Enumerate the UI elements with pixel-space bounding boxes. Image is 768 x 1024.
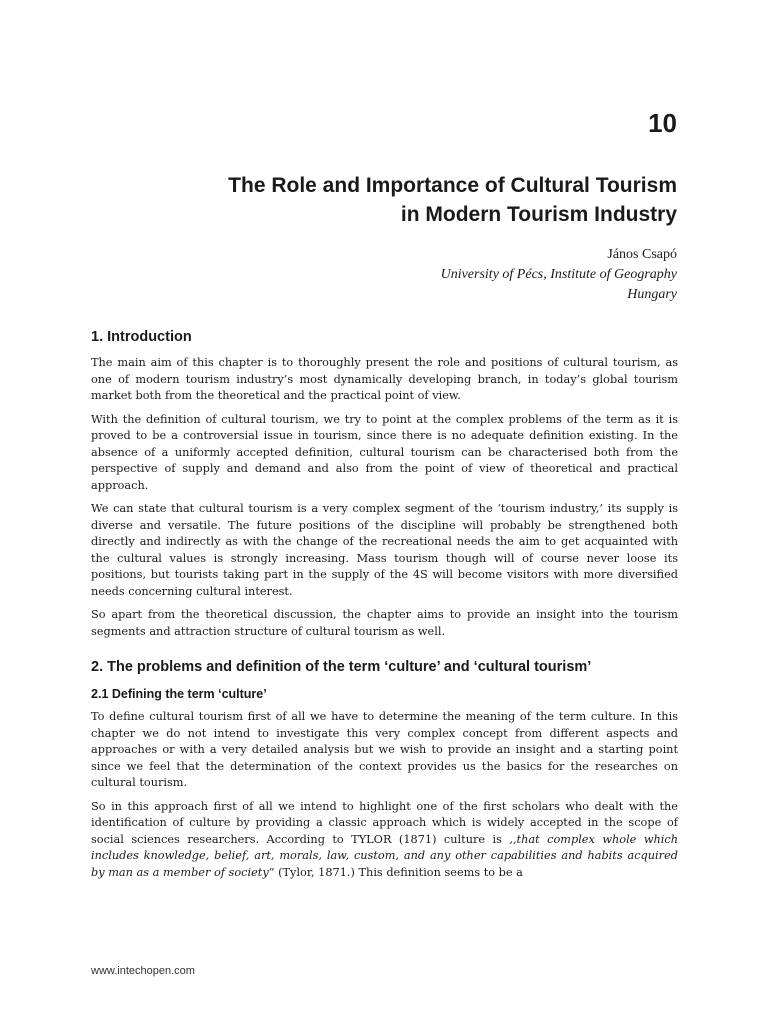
author-country: Hungary	[627, 287, 677, 302]
paragraph-with-quote	[91, 799, 678, 882]
chapter-number: 10	[648, 108, 677, 138]
chapter-title	[77, 171, 677, 229]
paragraph: With the definition of cultural tourism, we try to point at the complex problems of the term as it is proved to be a controversial issue in tourism, since there is no adequate definition existing. In the absence of a uniformly accepted definition, cultural tourism can be characterised both from the perspective of supply and demand and also from the point of view of theoretical and practical approach.	[91, 412, 678, 492]
paragraph: We can state that cultural tourism is a very complex segment of the ‘tourism industry,’ its supply is diverse and versatile. The future positions of the discipline will probably be strengthened both directly and indirectly as with the change of the recreational needs the aim to get acquainted with the cultural values is strongly increasing. Mass tourism though will of course never loose its positions, but tourists taking part in the supply of the 4S will become visitors with more diversified needs concerning cultural interest.	[91, 502, 678, 598]
author-block	[441, 245, 677, 305]
chapter-title-line-2: in Modern Tourism Industry	[400, 203, 677, 226]
footer-url: www.intechopen.com	[91, 965, 195, 977]
paragraph: The main aim of this chapter is to thoroughly present the role and positions of cultural tourism, as one of modern tourism industry’s most dynamically developing branch, in today’s global tourism market both from the theoretical and the practical point of view.	[91, 356, 678, 402]
subsection-heading-defining-culture: 2.1 Defining the term ‘culture’	[91, 687, 267, 701]
paragraph: To define cultural tourism first of all we have to determine the meaning of the term culture. In this chapter we do not intend to investigate this very complex concept from different aspects and approaches or with a very detailed analysis but we wish to provide an insight and a starting point since we feel that the determination of the context provides us the basics for the researches on cultural tourism.	[91, 710, 678, 789]
paragraph-text: So in this approach first of all we intend to highlight one of the first scholars who dealt with the identification of culture by providing a classic approach which is widely accepted in the scope of social sciences researchers. According to TYLOR (1871) culture is	[91, 799, 678, 846]
paragraph: So apart from the theoretical discussion, the chapter aims to provide an insight into the tourism segments and attraction structure of cultural tourism as well.	[91, 608, 678, 638]
body-content	[91, 327, 678, 888]
section-heading-introduction: 1. Introduction	[91, 329, 192, 345]
author-affiliation: University of Pécs, Institute of Geography	[440, 267, 677, 282]
tylor-quote: ,,that complex whole which includes knowledge, belief, art, morals, law, custom, and any other capabilities and habits acquired by man as a member of society	[91, 832, 678, 879]
author-name: János Csapó	[607, 247, 677, 262]
chapter-title-line-1: The Role and Importance of Cultural Tourism	[228, 174, 677, 197]
section-heading-problems-definition: 2. The problems and definition of the term ‘culture’ and ‘cultural tourism’	[91, 659, 592, 675]
paragraph-text: ” (Tylor, 1871.) This definition seems to be a	[268, 865, 523, 879]
